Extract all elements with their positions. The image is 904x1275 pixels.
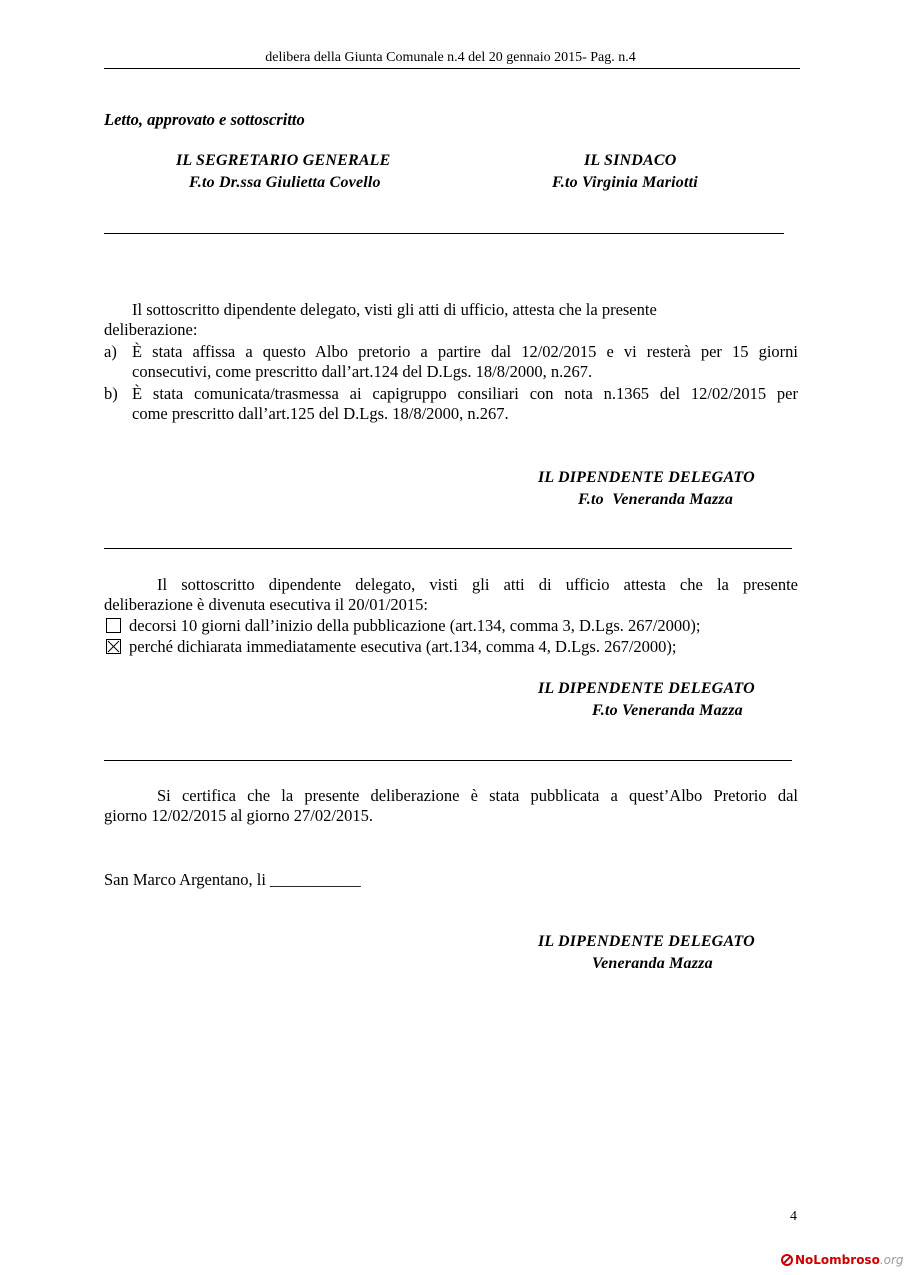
publication-intro — [104, 300, 798, 320]
executive-intro-line1: Il sottoscritto dipendente delegato, visti gli atti di ufficio attesta che la presente — [157, 575, 798, 594]
page-header: delibera della Giunta Comunale n.4 del 20 gennaio 2015- Pag. n.4 — [265, 50, 636, 65]
secretary-name: F.to Dr.ssa Giulietta Covello — [189, 174, 381, 191]
separator-line — [104, 548, 792, 549]
list-item-b — [0, 384, 901, 428]
approval-heading: Letto, approvato e sottoscritto — [104, 110, 305, 129]
mayor-title: IL SINDACO — [584, 152, 677, 169]
header-rule — [104, 68, 800, 69]
option-text-2: perché dichiarata immediatamente esecutiva (art.134, comma 4, D.Lgs. 267/2000); — [129, 637, 677, 656]
watermark-tld: .org — [879, 1253, 904, 1267]
publication-intro-line2: deliberazione: — [104, 320, 198, 339]
executive-intro-line2: deliberazione è divenuta esecutiva il 20/01/2015: — [104, 595, 428, 614]
executive-signer-title: IL DIPENDENTE DELEGATO — [538, 680, 755, 697]
certification-signer-name: Veneranda Mazza — [592, 955, 713, 972]
publication-signer-name: F.to Veneranda Mazza — [578, 491, 734, 508]
certification-line1: Si certifica che la presente deliberazione è stata pubblicata a quest’Albo Pretorio dal — [157, 786, 798, 805]
separator-line — [104, 233, 784, 234]
list-label-b: b) — [104, 384, 118, 403]
list-label-a: a) — [104, 342, 117, 361]
executive-signer-name: F.to Veneranda Mazza — [592, 702, 743, 719]
page-number: 4 — [790, 1209, 797, 1224]
separator-line — [104, 760, 792, 761]
mayor-name: F.to Virginia Mariotti — [552, 174, 698, 191]
list-item-a — [0, 342, 901, 386]
option-text-1: decorsi 10 giorni dall’inizio della pubblicazione (art.134, comma 3, D.Lgs. 267/2000); — [129, 616, 701, 635]
watermark-brand: NoLombroso — [795, 1253, 880, 1267]
list-item-b-line1: È stata comunicata/trasmessa ai capigruppo consiliari con nota n.1365 del 12/02/2015 per — [132, 384, 798, 403]
list-item-b-line2: come prescritto dall’art.125 del D.Lgs. 18/8/2000, n.267. — [132, 404, 509, 423]
publication-signer-title: IL DIPENDENTE DELEGATO — [538, 469, 755, 486]
secretary-title: IL SEGRETARIO GENERALE — [176, 152, 391, 169]
place-date: San Marco Argentano, li ___________ — [104, 870, 361, 889]
option-row-1 — [0, 616, 901, 636]
watermark-logo — [781, 1253, 904, 1267]
publication-intro-line1: Il sottoscritto dipendente delegato, visti gli atti di ufficio, attesta che la presente — [132, 300, 657, 319]
list-item-a-line2: consecutivi, come prescritto dall’art.124 del D.Lgs. 18/8/2000, n.267. — [132, 362, 593, 381]
certification-signer-title: IL DIPENDENTE DELEGATO — [538, 933, 755, 950]
list-item-a-line1: È stata affissa a questo Albo pretorio a partire dal 12/02/2015 e vi resterà per 15 giorni — [132, 342, 798, 361]
cross-mark-icon — [107, 640, 120, 653]
checkbox-checked-icon — [106, 639, 121, 654]
option-row-2 — [0, 637, 901, 657]
checkbox-unchecked — [106, 618, 121, 633]
no-sign-icon — [781, 1254, 793, 1266]
certification-line2: giorno 12/02/2015 al giorno 27/02/2015. — [104, 806, 374, 825]
